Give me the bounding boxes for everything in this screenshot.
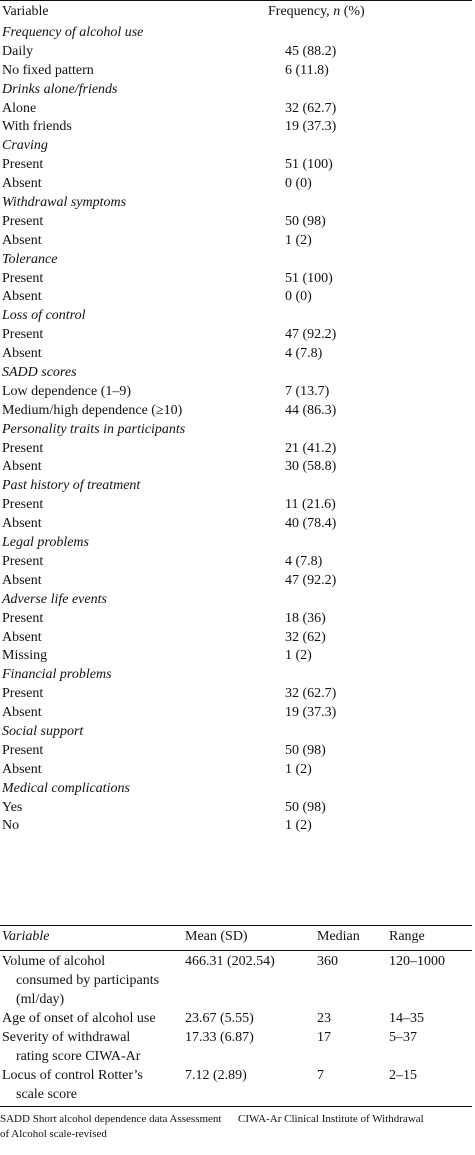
row-label: Alone <box>2 100 37 116</box>
row-label: Present <box>2 610 44 626</box>
row-value: 1 (2) <box>285 648 312 664</box>
row-variable <box>2 1028 178 1066</box>
row-value: 18 (36) <box>285 610 326 626</box>
row-label: Medium/high dependence (≥10) <box>2 402 183 418</box>
row-value: 0 (0) <box>285 289 312 305</box>
row-label: Present <box>2 213 44 229</box>
section-title: Social support <box>2 723 84 739</box>
row-label: Absent <box>2 459 42 475</box>
section-row <box>0 477 472 496</box>
row-value: 47 (92.2) <box>285 572 337 588</box>
row-label: Low dependence (1–9) <box>2 383 132 399</box>
row-mean: 17.33 (6.87) <box>185 1030 254 1045</box>
row-label: No fixed pattern <box>2 62 94 78</box>
row-median: 360 <box>317 954 338 969</box>
row-label: Daily <box>2 43 34 59</box>
table-row <box>0 440 472 459</box>
section-row <box>0 591 472 610</box>
table-row <box>0 704 472 723</box>
table-row <box>0 118 472 137</box>
table-row <box>0 1066 472 1104</box>
section-title: SADD scores <box>2 365 77 381</box>
section-row <box>0 307 472 326</box>
row-median: 7 <box>317 1068 324 1083</box>
section-row <box>0 534 472 553</box>
section-row <box>0 194 472 213</box>
row-label: Present <box>2 327 44 343</box>
mean-header: Mean (SD) <box>185 929 248 944</box>
row-mean: 7.12 (2.89) <box>185 1068 247 1083</box>
table-row <box>0 647 472 666</box>
row-value: 50 (98) <box>285 742 326 758</box>
table-row <box>0 270 472 289</box>
table-row <box>0 383 472 402</box>
footnote-left: SADD Short alcohol dependence data Assessment of Alcohol scale-revised <box>0 1113 222 1140</box>
variable-line1: Volume of alcohol <box>2 954 106 969</box>
section-title: Financial problems <box>2 667 112 683</box>
row-value: 32 (62.7) <box>285 686 337 702</box>
row-label: Present <box>2 157 44 173</box>
section-title: Adverse life events <box>2 591 107 607</box>
table-row <box>0 175 472 194</box>
row-median: 17 <box>317 1030 331 1045</box>
table-row <box>0 685 472 704</box>
row-value: 51 (100) <box>285 270 333 286</box>
row-label: Present <box>2 270 44 286</box>
section-row <box>0 666 472 685</box>
section-title: Craving <box>2 138 48 154</box>
row-label: Absent <box>2 629 42 645</box>
section-row <box>0 81 472 100</box>
section-row <box>0 251 472 270</box>
row-label: Missing <box>2 648 48 664</box>
row-label: Absent <box>2 761 42 777</box>
table-row <box>0 629 472 648</box>
row-value: 0 (0) <box>285 176 312 192</box>
table-row <box>0 610 472 629</box>
section-title: Personality traits in participants <box>2 421 186 437</box>
section-title: Past history of treatment <box>2 478 141 494</box>
table-row <box>0 515 472 534</box>
section-row <box>0 137 472 156</box>
variable-line1: Severity of withdrawal <box>2 1030 131 1045</box>
table-row <box>0 1009 472 1028</box>
row-label: Present <box>2 497 44 513</box>
section-row <box>0 780 472 799</box>
section-title: Loss of control <box>2 308 86 324</box>
variable-header: Variable <box>2 4 49 19</box>
row-median: 23 <box>317 1011 331 1026</box>
variable-header: Variable <box>2 929 50 944</box>
row-label: Yes <box>2 799 23 815</box>
row-label: Absent <box>2 516 42 532</box>
row-label: Absent <box>2 705 42 721</box>
table-row <box>0 213 472 232</box>
table-row <box>0 553 472 572</box>
row-value: 44 (86.3) <box>285 402 337 418</box>
table2-header-row <box>0 925 472 949</box>
variable-continuation: scale score <box>16 1087 78 1102</box>
row-label: With friends <box>2 119 72 135</box>
row-label: No <box>2 818 20 834</box>
row-value: 50 (98) <box>285 799 326 815</box>
table-row <box>0 156 472 175</box>
table-bottom-rule <box>0 1106 472 1107</box>
row-mean: 23.67 (5.55) <box>185 1011 254 1026</box>
variable-continuation: rating score CIWA-Ar <box>16 1049 141 1064</box>
row-value: 40 (78.4) <box>285 516 337 532</box>
frequency-header: Frequency, n (%) <box>268 4 365 19</box>
table-row <box>0 232 472 251</box>
row-label: Absent <box>2 346 42 362</box>
table1-header-row <box>0 0 472 24</box>
table-row <box>0 62 472 81</box>
row-variable <box>2 952 178 1009</box>
section-row <box>0 723 472 742</box>
statistics-table <box>0 925 472 1102</box>
table-row <box>0 761 472 780</box>
table-row <box>0 345 472 364</box>
row-label: Present <box>2 686 44 702</box>
table-row <box>0 288 472 307</box>
row-value: 1 (2) <box>285 232 312 248</box>
table-row <box>0 952 472 1009</box>
table-row <box>0 496 472 515</box>
row-value: 19 (37.3) <box>285 119 337 135</box>
row-label: Present <box>2 742 44 758</box>
row-value: 50 (98) <box>285 213 326 229</box>
row-value: 32 (62) <box>285 629 326 645</box>
section-row <box>0 421 472 440</box>
table-row <box>0 799 472 818</box>
table-row <box>0 817 472 836</box>
variable-line1: Locus of control Rotter’s <box>2 1068 143 1083</box>
row-value: 30 (58.8) <box>285 459 337 475</box>
variable-line1: Age of onset of alcohol use <box>2 1011 156 1026</box>
table-row <box>0 100 472 119</box>
section-title: Drinks alone/friends <box>2 81 118 97</box>
row-range: 2–15 <box>389 1068 417 1083</box>
row-value: 45 (88.2) <box>285 43 337 59</box>
variable-continuation: consumed by participants (ml/day) <box>16 973 160 1007</box>
row-value: 4 (7.8) <box>285 553 323 569</box>
row-label: Absent <box>2 289 42 305</box>
section-title: Tolerance <box>2 251 58 267</box>
row-variable <box>2 1009 178 1028</box>
table-row <box>0 402 472 421</box>
section-title: Medical complications <box>2 780 130 796</box>
row-value: 32 (62.7) <box>285 100 337 116</box>
table-row <box>0 326 472 345</box>
row-range: 14–35 <box>389 1011 424 1026</box>
row-value: 21 (41.2) <box>285 440 337 456</box>
row-label: Absent <box>2 572 42 588</box>
table-row <box>0 572 472 591</box>
row-variable <box>2 1066 178 1104</box>
table2-header-rule <box>0 950 472 951</box>
table-row <box>0 742 472 761</box>
row-label: Absent <box>2 232 42 248</box>
row-value: 19 (37.3) <box>285 705 337 721</box>
section-title: Frequency of alcohol use <box>2 25 144 40</box>
table1-body <box>0 24 472 836</box>
table-row <box>0 458 472 477</box>
table-row <box>0 43 472 62</box>
row-value: 7 (13.7) <box>285 383 330 399</box>
row-label: Absent <box>2 176 42 192</box>
median-header: Median <box>317 929 360 944</box>
row-value: 11 (21.6) <box>285 497 336 513</box>
range-header: Range <box>389 929 425 944</box>
row-range: 5–37 <box>389 1030 417 1045</box>
row-label: Present <box>2 440 44 456</box>
row-value: 6 (11.8) <box>285 62 329 78</box>
section-title: Withdrawal symptoms <box>2 195 127 211</box>
section-row <box>0 24 472 43</box>
row-mean: 466.31 (202.54) <box>185 954 275 969</box>
row-label: Present <box>2 553 44 569</box>
row-value: 51 (100) <box>285 157 333 173</box>
table-row <box>0 1028 472 1066</box>
row-value: 1 (2) <box>285 761 312 777</box>
row-value: 4 (7.8) <box>285 346 323 362</box>
row-value: 47 (92.2) <box>285 327 337 343</box>
footnote-right: CIWA-Ar Clinical Institute of Withdrawal <box>238 1113 424 1125</box>
section-row <box>0 364 472 383</box>
section-title: Legal problems <box>2 535 89 551</box>
row-range: 120–1000 <box>389 954 445 969</box>
row-value: 1 (2) <box>285 818 312 834</box>
